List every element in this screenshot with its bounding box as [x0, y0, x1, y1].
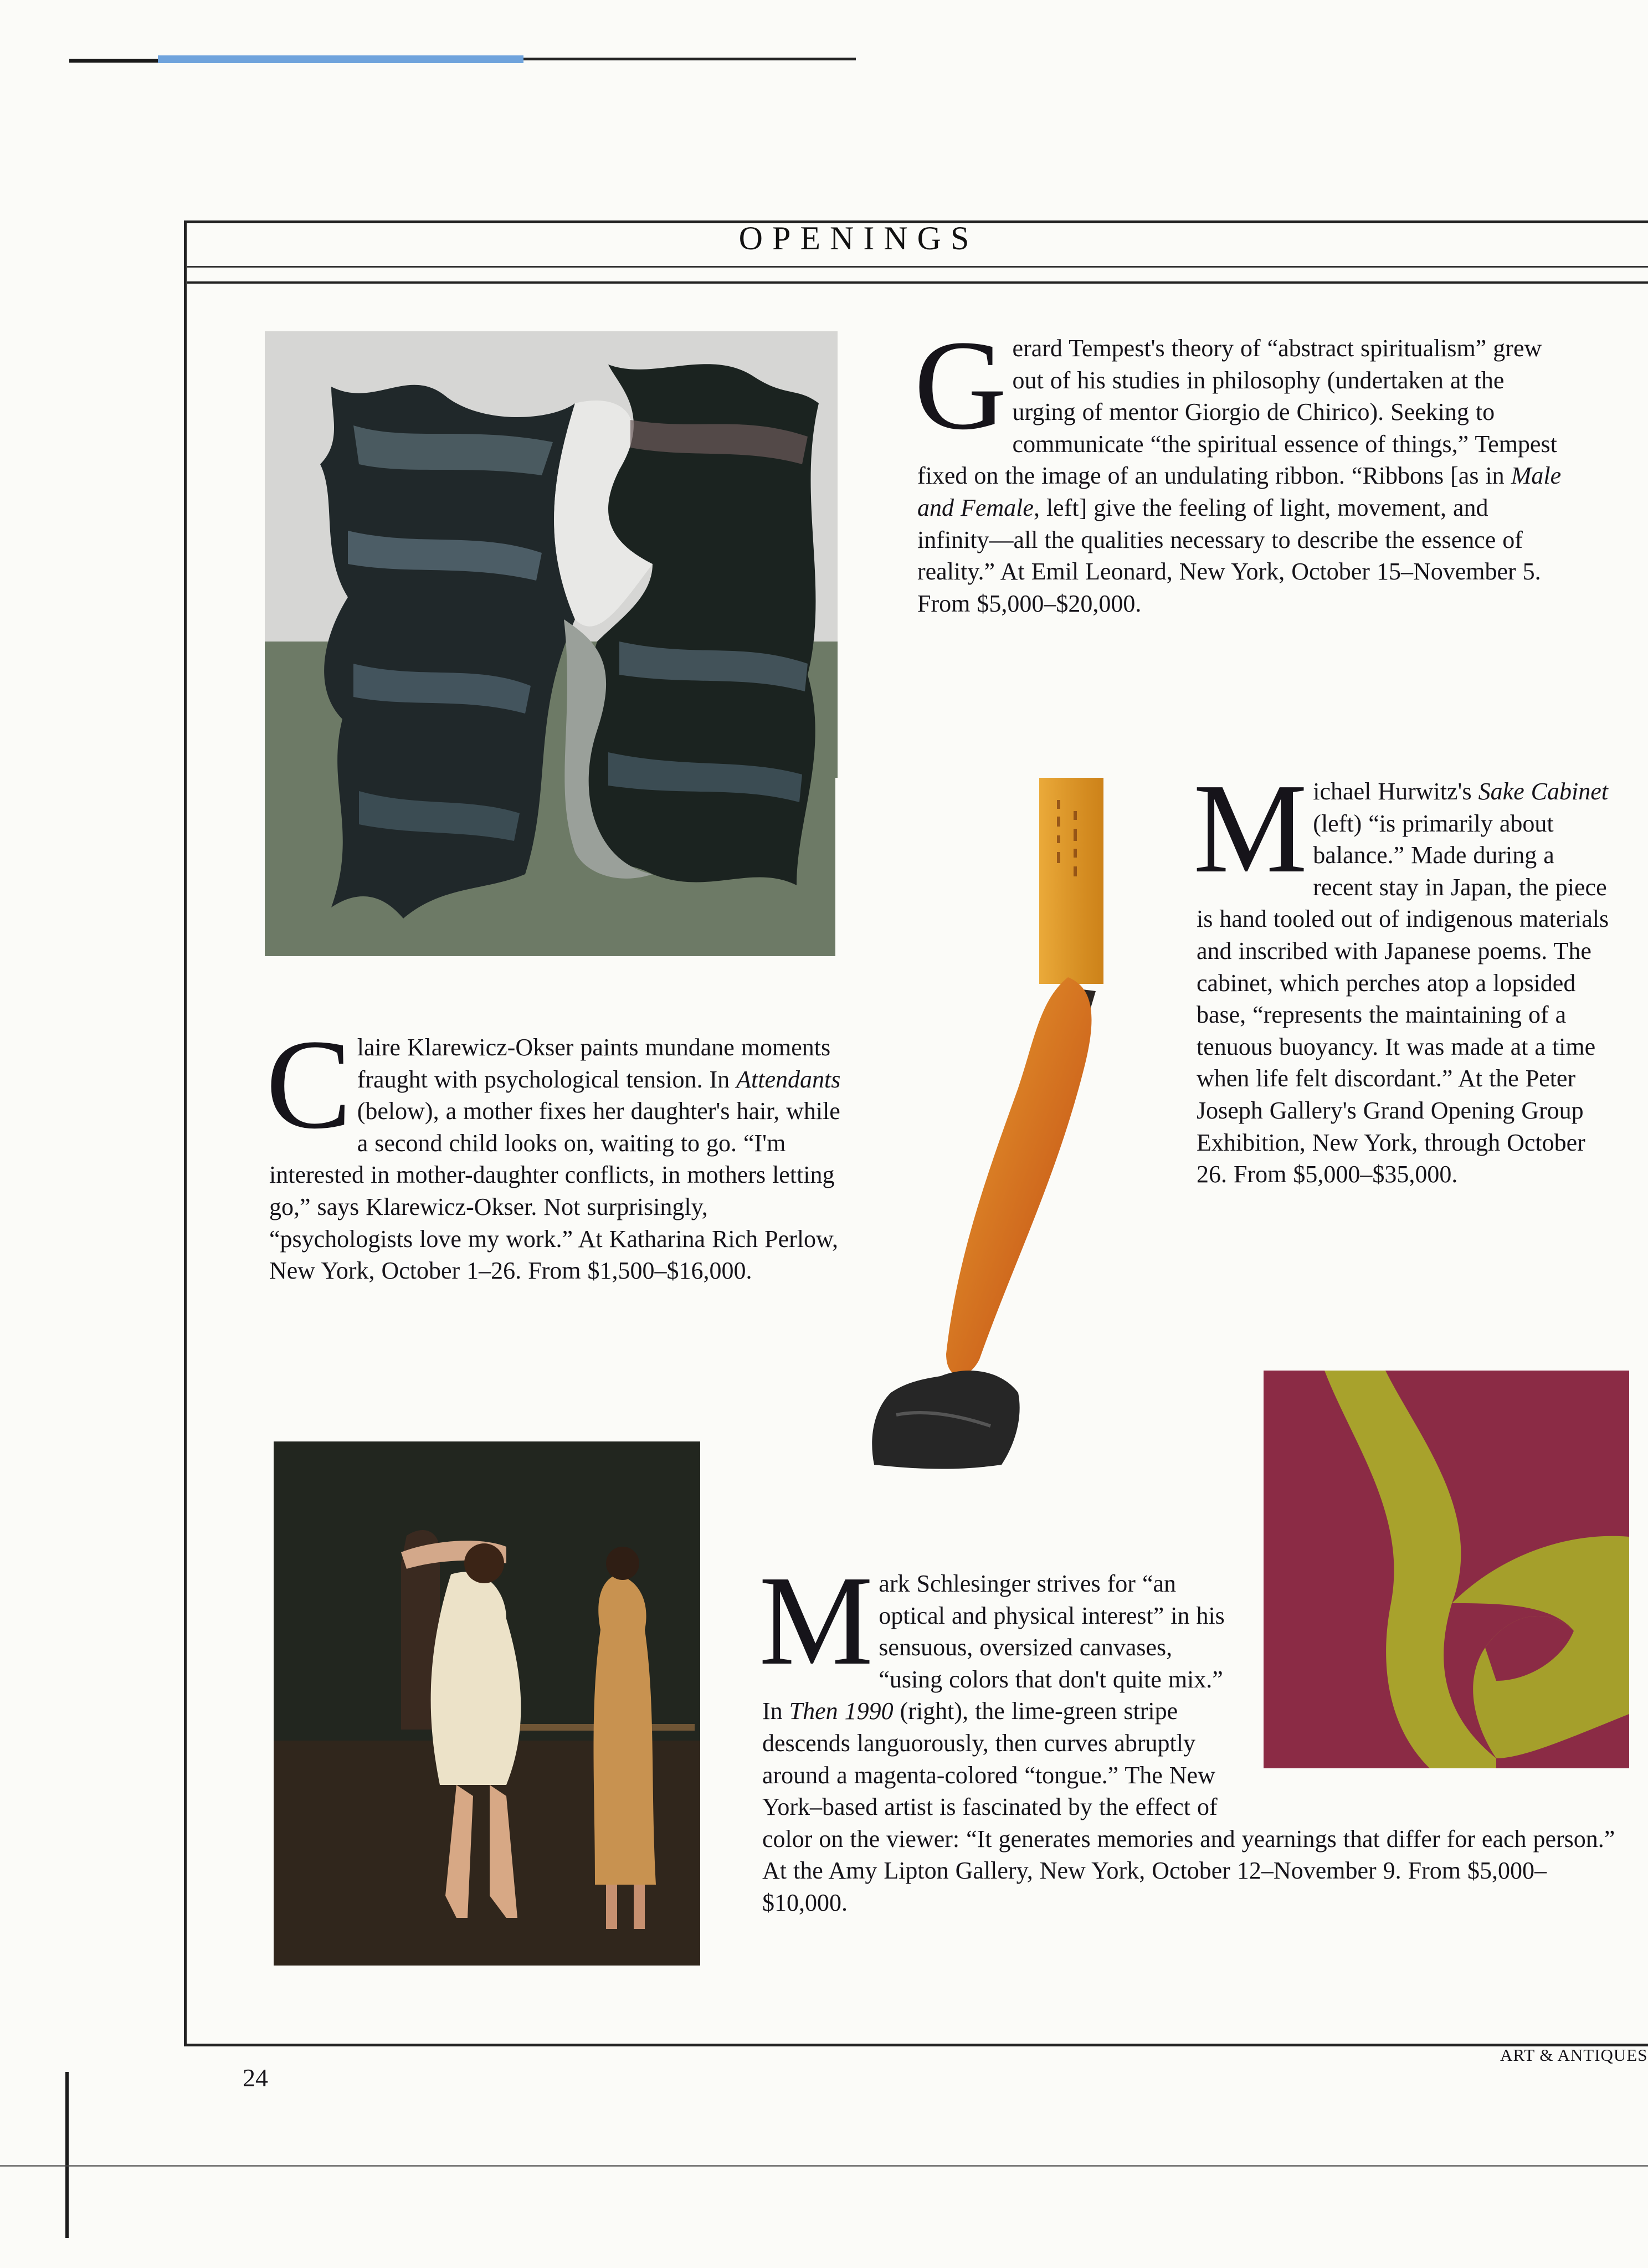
- attendants-painting-image: [274, 1441, 700, 1966]
- artwork-title: Sake Cabinet: [1478, 778, 1608, 805]
- article-text: erard Tempest's theory of “abstract spiritualism” grew out of his studies in philosophy (undertaken at the urging of mentor Giorgio de Chirico). Seeking to communicate “the spiritual essence of things,” Tempest fixed on the image of an undulating ribbon. “Ribbons [as in: [917, 335, 1557, 490]
- section-title: OPENINGS: [738, 220, 979, 256]
- article-text: ichael Hurwitz's: [1313, 778, 1478, 805]
- article-michael-hurwitz: [1193, 757, 1610, 1191]
- article-text: ark Schlesinger strives for “an optical and physical interest” in his sensuous, oversized canvases, “using colors that don't quite mix.” In: [762, 1570, 1225, 1725]
- ribbon-painting-image: [265, 331, 838, 956]
- artwork-title: Attendants: [736, 1065, 841, 1093]
- scan-edge-mark: [69, 59, 158, 63]
- article-gerard-tempest: [914, 314, 1562, 619]
- magazine-name: ART & ANTIQUES: [1500, 2045, 1648, 2065]
- scan-binding-line: [65, 2072, 69, 2238]
- article-text: (right), the lime-green stripe descends languorously, then curves abruptly around a magenta-colored “tongue.” The New York–based artist is fascinated by the effect of color on the viewer: “It generates memories and yearnings that differ for each person.” At the Amy Lipton Gallery, New York, October 12–November 9. From $5,000–$10,000.: [762, 1697, 1615, 1916]
- page-number: 24: [243, 2064, 268, 2092]
- article-text: (below), a mother fixes her daughter's hair, while a second child looks on, waiting to go. “I'm interested in mother-daughter conflicts, in mothers letting go,” says Klarewicz-Okser. Not surprisingly, “psychologists love my work.” At Katharina Rich Perlow, New York, October 1–26. From $1,500–$16,000.: [269, 1097, 840, 1285]
- header-rule: [187, 281, 1648, 284]
- article-text: (left) “is primarily about balance.” Made during a recent stay in Japan, the piece is hand tooled out of indigenous materials and inscribed with Japanese poems. The cabinet, which perches atop a lopsided base, “represents the maintaining of a tenuous buoyancy. It was made at a time when life felt discordant.” At the Peter Joseph Gallery's Grand Opening Group Exhibition, New York, through October 26. From $5,000–$35,000.: [1197, 809, 1609, 1188]
- scan-bottom-line: [0, 2165, 1648, 2167]
- sake-cabinet-image: [835, 778, 1151, 1470]
- article-mark-schlesinger: [759, 1549, 1615, 1919]
- artwork-title: Male and Female: [917, 462, 1562, 521]
- drop-cap: C: [266, 1013, 352, 1156]
- drop-cap: G: [914, 314, 1007, 456]
- article-text: , left] give the feeling of light, movement, and infinity—all the qualities necessary to describe the essence of reality.” At Emil Leonard, New York, October 15–November 5. From $5,000–$20,000.: [917, 494, 1541, 617]
- drop-cap: M: [1193, 757, 1308, 900]
- header-rule: [187, 266, 1648, 268]
- scan-edge-line: [523, 58, 856, 60]
- image-wrap-space: [1233, 1568, 1615, 1812]
- scan-tape-mark: [158, 55, 523, 63]
- article-claire-klarewicz-okser: [266, 1013, 856, 1287]
- drop-cap: M: [759, 1549, 874, 1692]
- article-text: laire Klarewicz-Okser paints mundane moments fraught with psychological tension. In: [357, 1034, 831, 1093]
- artwork-title: Then 1990: [789, 1697, 894, 1725]
